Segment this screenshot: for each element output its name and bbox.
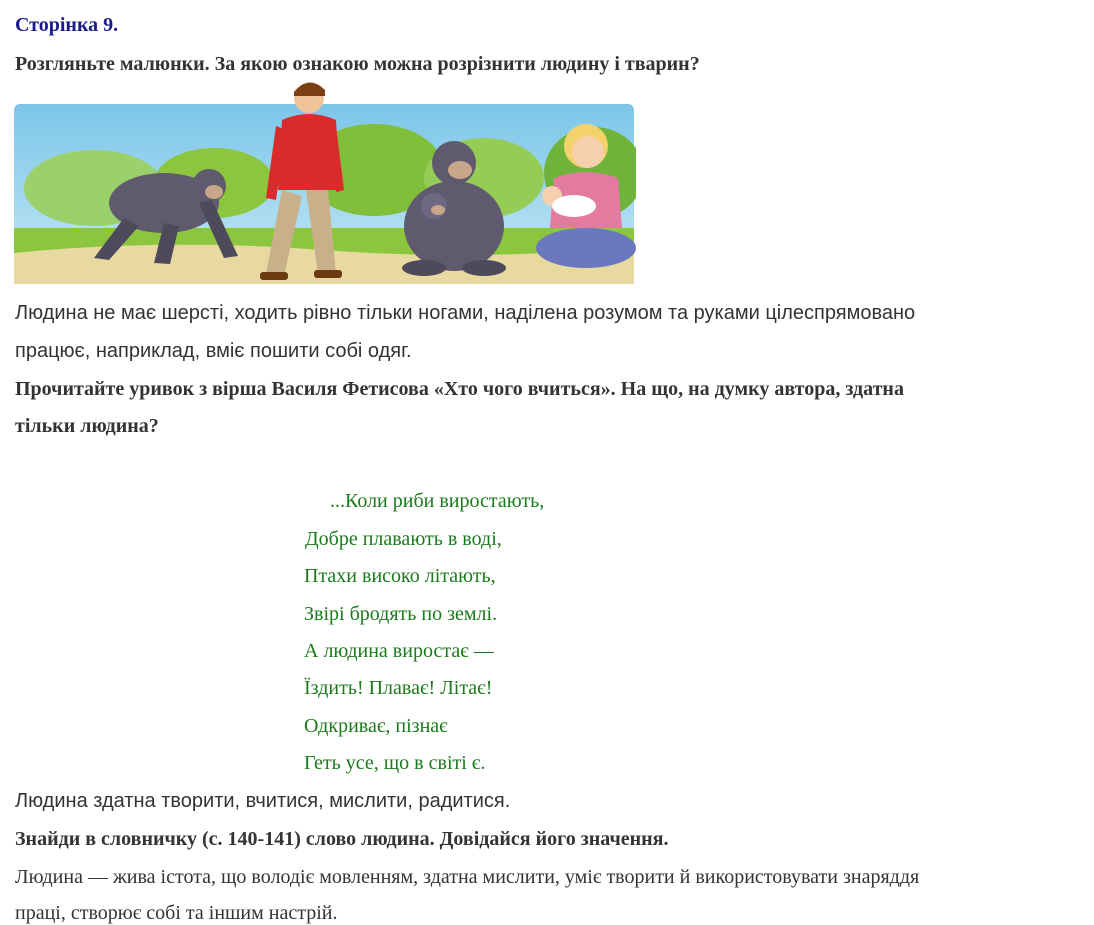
page-title: Сторінка 9. — [15, 14, 119, 36]
poem-line: Їздить! Плаває! Літає! — [304, 677, 493, 699]
question-1: Розгляньте малюнки. За якою ознакою можна розрізнити людину і тварин? — [15, 53, 700, 75]
poem-line: Птахи високо літають, — [304, 565, 496, 587]
poem-line: Добре плавають в воді, — [305, 528, 502, 550]
poem-line: Звірі бродять по землі. — [304, 603, 498, 625]
ape-to-human-illustration — [14, 78, 636, 286]
question-2-line-2: тільки людина? — [15, 415, 159, 437]
answer-3-line-2: праці, створює собі та іншим настрій. — [15, 902, 338, 924]
answer-1-line-1: Людина не має шерсті, ходить рівно тільки ногами, наділена розумом та руками цілеспрямовано — [15, 302, 916, 324]
question-3: Знайди в словничку (с. 140-141) слово людина. Довідайся його значення. — [15, 828, 669, 850]
poem-line: Геть усе, що в світі є. — [304, 752, 486, 774]
answer-1-line-2: працює, наприклад, вміє пошити собі одяг. — [15, 340, 412, 362]
poem-line: ...Коли риби виростають, — [330, 490, 545, 512]
poem-line: А людина виростає — — [304, 640, 494, 662]
poem-line: Одкриває, пізнає — [304, 715, 448, 737]
answer-3-line-1: Людина — жива істота, що володіє мовленням, здатна мислити, уміє творити й використовувати знаряддя — [15, 866, 920, 888]
answer-2: Людина здатна творити, вчитися, мислити, радитися. — [15, 790, 511, 812]
question-2-line-1: Прочитайте уривок з вірша Василя Фетисова «Хто чого вчиться». На що, на думку автора, здатна — [15, 378, 904, 400]
